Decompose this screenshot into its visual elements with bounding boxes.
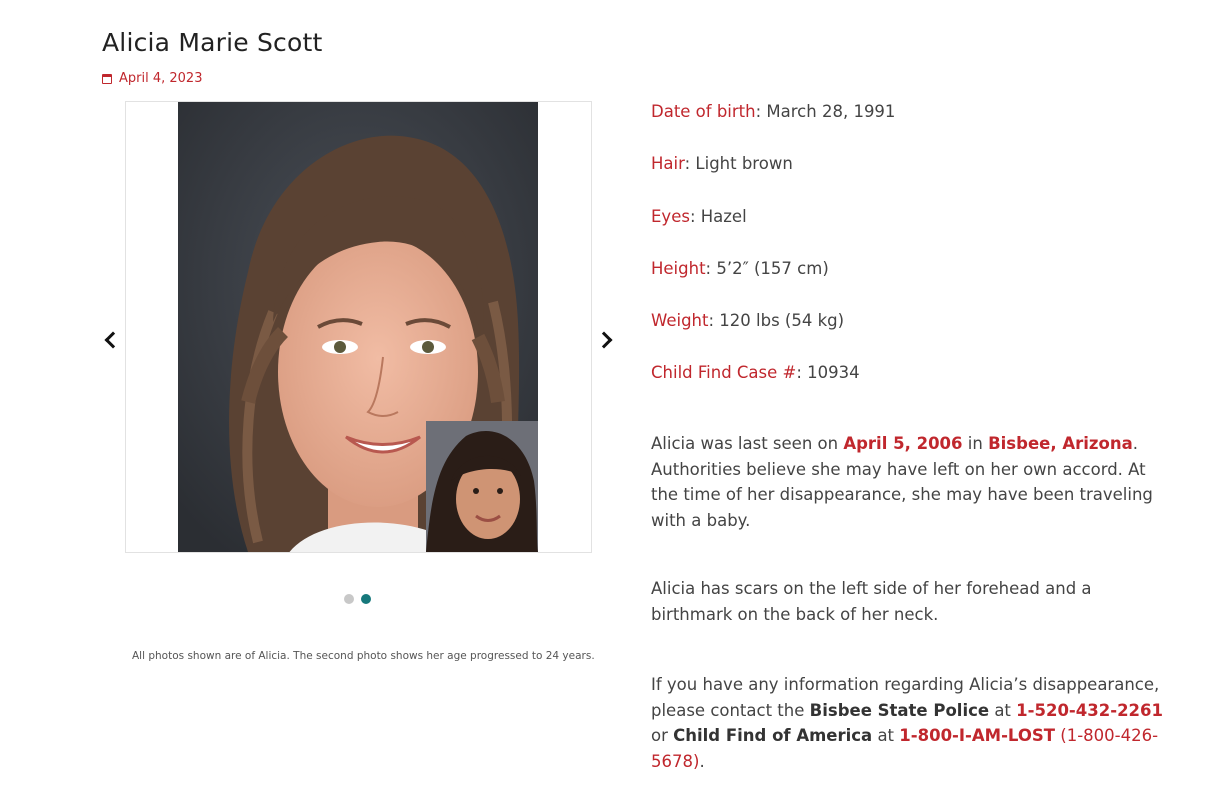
slider-next-button[interactable]	[596, 325, 618, 355]
detail-case-number	[651, 363, 860, 382]
detail-eyes	[651, 207, 747, 226]
detail-dob	[651, 102, 895, 121]
weight-value: : 120 lbs (54 kg)	[708, 311, 845, 330]
last-seen-paragraph	[651, 431, 1166, 533]
slider-dot-1[interactable]	[344, 594, 354, 604]
agency-1: Bisbee State Police	[809, 700, 990, 720]
chevron-right-icon	[596, 332, 613, 349]
photo-caption: All photos shown are of Alicia. The second photo shows her age progressed to 24 years.	[132, 650, 595, 662]
calendar-icon	[102, 74, 112, 84]
contact-paragraph	[651, 672, 1166, 774]
text-segment: in	[962, 434, 989, 453]
childhood-photo-inset	[426, 421, 538, 552]
detail-weight	[651, 311, 844, 330]
dob-value: : March 28, 1991	[755, 102, 896, 121]
text-segment: Alicia was last seen on	[651, 434, 844, 453]
dob-label: Date of birth	[651, 102, 756, 121]
eyes-label: Eyes	[651, 207, 690, 226]
eyes-value: : Hazel	[689, 207, 747, 226]
detail-height	[651, 259, 829, 278]
page-title: Alicia Marie Scott	[102, 28, 323, 57]
last-seen-date-link[interactable]: April 5, 2006	[843, 434, 963, 453]
slider-prev-button[interactable]	[99, 325, 121, 355]
slider-pagination	[344, 594, 371, 604]
hair-value: : Light brown	[684, 154, 793, 173]
height-value: : 5’2″ (157 cm)	[705, 259, 829, 278]
text-segment: .	[699, 751, 705, 771]
marks-paragraph: Alicia has scars on the left side of her forehead and a birthmark on the back of her neck.	[651, 579, 1092, 624]
slider-dot-2[interactable]	[361, 594, 371, 604]
chevron-left-icon	[105, 332, 122, 349]
text-segment: If you have any information regarding Alicia’s disappearance, please contact the	[651, 675, 1160, 720]
case-label: Child Find Case #	[651, 363, 797, 382]
photo-slider	[125, 101, 592, 553]
case-value: : 10934	[796, 363, 860, 382]
age-progressed-photo	[178, 102, 538, 552]
phone-2-link[interactable]: 1-800-I-AM-LOST	[899, 726, 1056, 745]
text-segment: . Authorities believe she may have left on her own accord. At the time of her disappearance, she may have been traveling with a baby.	[651, 434, 1153, 530]
phone-2-numeric: (1-800-426-5678)	[651, 726, 1159, 771]
detail-hair	[651, 154, 793, 173]
phone-1-link[interactable]: 1-520-432-2261	[1016, 700, 1163, 720]
hair-label: Hair	[651, 154, 685, 173]
weight-label: Weight	[651, 311, 709, 330]
height-label: Height	[651, 259, 706, 278]
agency-2: Child Find of America	[673, 726, 873, 745]
text-segment: or	[651, 726, 674, 745]
text-segment: at	[989, 700, 1017, 720]
text-segment: at	[872, 726, 900, 745]
post-date[interactable]	[102, 71, 202, 86]
last-seen-place-link[interactable]: Bisbee, Arizona	[988, 434, 1133, 453]
post-date-label: April 4, 2023	[119, 71, 203, 86]
